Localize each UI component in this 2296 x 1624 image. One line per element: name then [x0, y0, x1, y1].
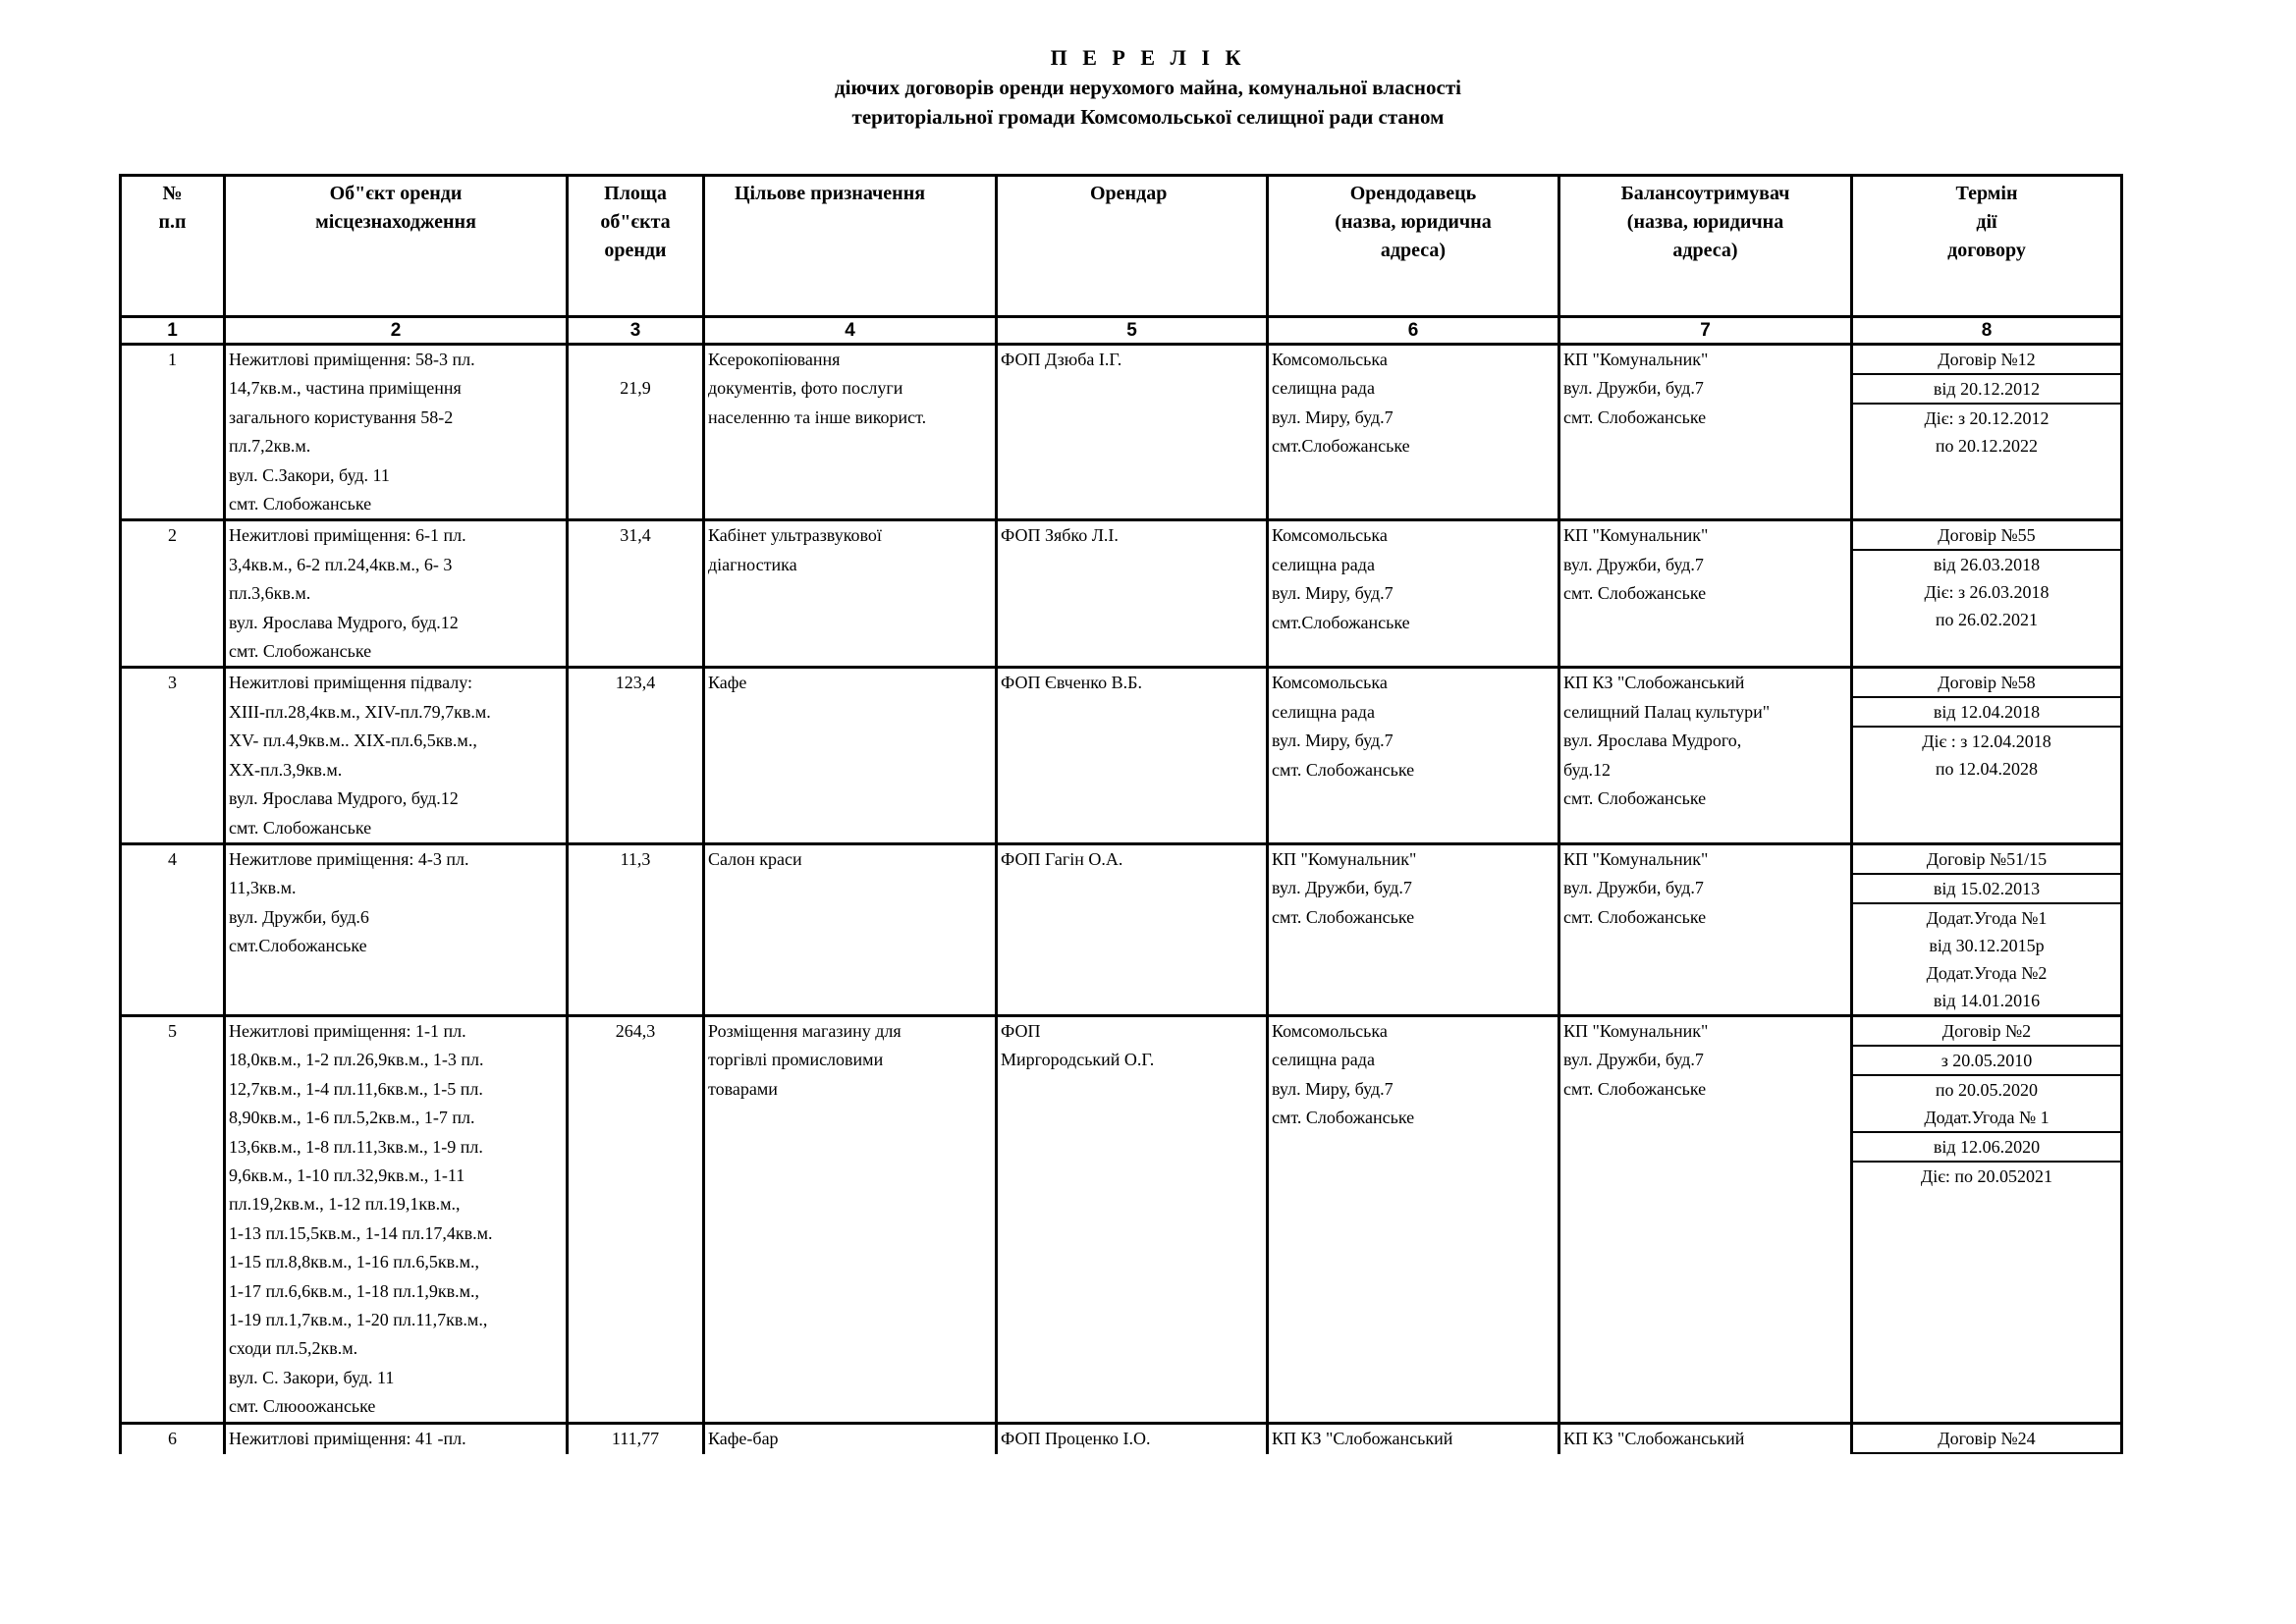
column-number: 3: [568, 317, 704, 345]
object-cell: [225, 1015, 568, 1423]
header-text: адреса): [1380, 240, 1447, 261]
object-cell-line: 1-19 пл.1,7кв.м., 1-20 пл.11,7кв.м.,: [229, 1309, 488, 1329]
object-cell-line: вул. С. Закори, буд. 11: [229, 1367, 395, 1387]
landlord-cell-line: Комсомольська: [1272, 350, 1388, 369]
header-text: адреса): [1672, 240, 1738, 261]
row-number: 2: [121, 520, 225, 668]
document-title: [0, 43, 2296, 132]
landlord-cell-line: смт. Слобожанське: [1272, 759, 1415, 780]
balance-holder-cell-line: смт. Слобожанське: [1563, 788, 1707, 809]
tenant-cell: [997, 520, 1268, 668]
header-text: №: [162, 183, 183, 204]
term-line: по 12.04.2028: [1935, 759, 2039, 780]
object-cell-line: XIII-пл.28,4кв.м., XIV-пл.79,7кв.м.: [229, 701, 491, 722]
object-cell-line: 18,0кв.м., 1-2 пл.26,9кв.м., 1-3 пл.: [229, 1050, 484, 1070]
object-cell-line: смт. Слобожанське: [229, 494, 372, 514]
term-cell: [1852, 345, 2122, 520]
landlord-cell: [1268, 345, 1559, 520]
term-cell: [1852, 1015, 2122, 1423]
column-number: 5: [997, 317, 1268, 345]
column-number: 1: [121, 317, 225, 345]
spacer: [569, 346, 702, 374]
balance-holder-cell-line: КП "Комунальник": [1563, 848, 1709, 869]
term-line: Договір №2: [1853, 1017, 2120, 1047]
row-number: 5: [121, 1015, 225, 1423]
area-cell: [568, 520, 704, 668]
object-cell-line: загального користування 58-2: [229, 406, 454, 427]
tenant-cell: [997, 1423, 1268, 1454]
table-row: [121, 345, 2122, 520]
row-number: 1: [121, 345, 225, 520]
landlord-cell-line: селищна рада: [1272, 1050, 1375, 1070]
term-line: Додат.Угода № 1: [1853, 1104, 2120, 1133]
area-value: 21,9: [620, 378, 651, 399]
column-number: 2: [225, 317, 568, 345]
term-box: [1853, 1017, 2120, 1190]
balance-holder-cell: [1559, 668, 1852, 843]
object-cell-line: Нежитлове приміщення: 4-3 пл.: [229, 848, 469, 869]
balance-holder-cell-line: смт. Слобожанське: [1563, 406, 1707, 427]
term-cell: [1852, 843, 2122, 1015]
column-number-row: [121, 317, 2122, 345]
term-box: [1853, 845, 2120, 1014]
object-cell-line: смт. Слобожанське: [229, 641, 372, 662]
area-value: 123,4: [615, 673, 656, 693]
header-text: об"єкта: [600, 211, 671, 233]
column-number: 8: [1852, 317, 2122, 345]
landlord-cell-line: Комсомольська: [1272, 525, 1388, 546]
header-text: п.п: [158, 211, 187, 233]
row-number: 4: [121, 843, 225, 1015]
object-cell-line: Нежитлові приміщення: 6-1 пл.: [229, 525, 466, 546]
term-line: від 15.02.2013: [1853, 875, 2120, 904]
tenant-cell: [997, 668, 1268, 843]
term-line: від 20.12.2012: [1853, 375, 2120, 405]
term-line: Діє: з 26.03.2018: [1924, 582, 2050, 603]
landlord-cell: [1268, 843, 1559, 1015]
term-line: Договір №58: [1853, 669, 2120, 698]
term-line: від 26.03.2018: [1933, 555, 2041, 575]
object-cell-line: Нежитлові приміщення: 1-1 пл.: [229, 1020, 466, 1041]
landlord-cell-line: Комсомольська: [1272, 673, 1388, 693]
column-number: 6: [1268, 317, 1559, 345]
term-line: Договір №24: [1853, 1425, 2120, 1454]
landlord-cell-line: смт.Слобожанське: [1272, 612, 1410, 632]
landlord-cell-line: КП "Комунальник": [1272, 848, 1417, 869]
area-cell: [568, 345, 704, 520]
purpose-cell-line: документів, фото послуги: [708, 378, 903, 399]
balance-holder-cell-line: КП КЗ "Слобожанський: [1563, 673, 1745, 693]
landlord-cell-line: смт. Слобожанське: [1272, 1108, 1415, 1128]
purpose-cell-line: Салон краси: [708, 848, 802, 869]
area-cell: [568, 1423, 704, 1454]
col-number-header: [121, 176, 225, 317]
table-row: [121, 668, 2122, 843]
balance-holder-cell: [1559, 345, 1852, 520]
purpose-cell: [704, 843, 997, 1015]
object-cell-line: смт. Слюоожанське: [229, 1396, 376, 1417]
area-cell: [568, 1015, 704, 1423]
table-body: [121, 345, 2122, 1454]
header-text: Орендар: [1090, 183, 1168, 204]
term-line: по 20.05.2020: [1935, 1079, 2039, 1100]
landlord-cell: [1268, 1015, 1559, 1423]
object-cell-line: 11,3кв.м.: [229, 878, 297, 898]
term-box: [1853, 669, 2120, 783]
area-value: 31,4: [620, 525, 651, 546]
header-text: місцезнаходження: [315, 211, 476, 233]
balance-holder-cell-line: смт. Слобожанське: [1563, 906, 1707, 927]
column-number: 7: [1559, 317, 1852, 345]
header-text: Цільове призначення: [735, 183, 926, 204]
tenant-cell-line: ФОП Євченко В.Б.: [1001, 673, 1142, 693]
purpose-cell: [704, 1423, 997, 1454]
object-cell-line: вул. Ярослава Мудрого, буд.12: [229, 788, 459, 809]
object-cell: [225, 843, 568, 1015]
object-cell: [225, 668, 568, 843]
col-object-header: [225, 176, 568, 317]
term-line: від 14.01.2016: [1933, 990, 2041, 1010]
col-balance-holder-header: [1559, 176, 1852, 317]
tenant-cell-line: ФОП Дзюба І.Г.: [1001, 350, 1122, 369]
header-text: оренди: [604, 240, 667, 261]
object-cell-line: 13,6кв.м., 1-8 пл.11,3кв.м., 1-9 пл.: [229, 1136, 483, 1157]
balance-holder-cell-line: КП "Комунальник": [1563, 525, 1709, 546]
purpose-cell-line: Розміщення магазину для: [708, 1020, 902, 1041]
balance-holder-cell-line: КП КЗ "Слобожанський: [1563, 1428, 1745, 1448]
landlord-cell-line: вул. Миру, буд.7: [1272, 1078, 1394, 1099]
balance-holder-cell-line: вул. Дружби, буд.7: [1563, 378, 1704, 399]
term-line: Додат.Угода №2: [1926, 962, 2048, 983]
object-cell-line: 3,4кв.м., 6-2 пл.24,4кв.м., 6- 3: [229, 554, 453, 574]
landlord-cell: [1268, 1423, 1559, 1454]
object-cell-line: смт.Слобожанське: [229, 936, 367, 956]
row-number: 6: [121, 1423, 225, 1454]
header-text: Площа: [604, 183, 667, 204]
col-term-header: [1852, 176, 2122, 317]
title-line-1: П Е Р Е Л І К: [1050, 45, 1246, 70]
lease-contracts-table: [119, 174, 2123, 1454]
col-purpose-header: [704, 176, 997, 317]
term-cell: [1852, 1423, 2122, 1454]
term-line: Договір №55: [1853, 521, 2120, 551]
tenant-cell-line: ФОП Гагін О.А.: [1001, 848, 1123, 869]
balance-holder-cell-line: смт. Слобожанське: [1563, 583, 1707, 604]
term-line: Діє : з 12.04.2018: [1922, 731, 2051, 752]
landlord-cell-line: селищна рада: [1272, 554, 1375, 574]
term-line: Додат.Угода №1: [1926, 907, 2048, 928]
purpose-cell-line: товарами: [708, 1078, 778, 1099]
tenant-cell: [997, 345, 1268, 520]
balance-holder-cell-line: вул. Ярослава Мудрого,: [1563, 731, 1742, 751]
object-cell-line: пл.19,2кв.м., 1-12 пл.19,1кв.м.,: [229, 1194, 461, 1215]
landlord-cell-line: вул. Миру, буд.7: [1272, 731, 1394, 751]
landlord-cell: [1268, 668, 1559, 843]
area-cell: [568, 843, 704, 1015]
landlord-cell-line: Комсомольська: [1272, 1020, 1388, 1041]
object-cell-line: 1-15 пл.8,8кв.м., 1-16 пл.6,5кв.м.,: [229, 1252, 479, 1272]
col-area-header: [568, 176, 704, 317]
header-text: дії: [1976, 211, 1997, 233]
purpose-cell: [704, 668, 997, 843]
landlord-cell-line: селищна рада: [1272, 378, 1375, 399]
term-line: Договір №12: [1853, 346, 2120, 375]
object-cell-line: смт. Слобожанське: [229, 817, 372, 838]
object-cell-line: Нежитлові приміщення: 58-3 пл.: [229, 350, 475, 369]
term-box: [1853, 1425, 2120, 1454]
header-text: Об"єкт оренди: [329, 183, 463, 204]
purpose-cell-line: Кафе-бар: [708, 1428, 779, 1448]
title-line-3: територіальної громади Комсомольської селищної ради станом: [851, 105, 1445, 129]
balance-holder-cell-line: КП "Комунальник": [1563, 1020, 1709, 1041]
col-tenant-header: [997, 176, 1268, 317]
balance-holder-cell: [1559, 843, 1852, 1015]
purpose-cell-line: Кабінет ультразвукової: [708, 525, 882, 546]
purpose-cell: [704, 1015, 997, 1423]
landlord-cell-line: вул. Дружби, буд.7: [1272, 878, 1412, 898]
purpose-cell: [704, 520, 997, 668]
object-cell-line: Нежитлові приміщення: 41 -пл.: [229, 1428, 466, 1448]
purpose-cell-line: населенню та інше використ.: [708, 406, 927, 427]
object-cell-line: вул. Дружби, буд.6: [229, 906, 369, 927]
landlord-cell-line: вул. Миру, буд.7: [1272, 583, 1394, 604]
tenant-cell: [997, 843, 1268, 1015]
balance-holder-cell-line: КП "Комунальник": [1563, 350, 1709, 369]
landlord-cell: [1268, 520, 1559, 668]
area-value: 11,3: [620, 848, 651, 869]
balance-holder-cell-line: вул. Дружби, буд.7: [1563, 1050, 1704, 1070]
header-text: Балансоутримувач: [1620, 183, 1790, 204]
area-value: 111,77: [611, 1428, 660, 1448]
balance-holder-cell: [1559, 1015, 1852, 1423]
balance-holder-cell: [1559, 1423, 1852, 1454]
header-text: договору: [1947, 240, 2026, 261]
landlord-cell-line: вул. Миру, буд.7: [1272, 406, 1394, 427]
balance-holder-cell: [1559, 520, 1852, 668]
object-cell-line: 9,6кв.м., 1-10 пл.32,9кв.м., 1-11: [229, 1164, 465, 1185]
area-cell: [568, 668, 704, 843]
landlord-cell-line: селищна рада: [1272, 701, 1375, 722]
term-line: від 30.12.2015р: [1929, 935, 2045, 955]
object-cell-line: XX-пл.3,9кв.м.: [229, 759, 343, 780]
tenant-cell-line: ФОП: [1001, 1020, 1041, 1041]
term-line: від 12.04.2018: [1853, 698, 2120, 728]
object-cell-line: 12,7кв.м., 1-4 пл.11,6кв.м., 1-5 пл.: [229, 1078, 483, 1099]
object-cell-line: пл.3,6кв.м.: [229, 583, 311, 604]
table-row: [121, 1015, 2122, 1423]
tenant-cell-line: ФОП Зябко Л.І.: [1001, 525, 1119, 546]
table-row: [121, 520, 2122, 668]
landlord-cell-line: смт. Слобожанське: [1272, 906, 1415, 927]
balance-holder-cell-line: смт. Слобожанське: [1563, 1078, 1707, 1099]
purpose-cell-line: Кафе: [708, 673, 747, 693]
header-text: (назва, юридична: [1335, 211, 1492, 233]
tenant-cell-line: ФОП Проценко І.О.: [1001, 1428, 1151, 1448]
term-line: Договір №51/15: [1853, 845, 2120, 875]
object-cell-line: вул. Ярослава Мудрого, буд.12: [229, 612, 459, 632]
balance-holder-cell-line: вул. Дружби, буд.7: [1563, 878, 1704, 898]
object-cell-line: XV- пл.4,9кв.м.. XIX-пл.6,5кв.м.,: [229, 731, 477, 751]
header-text: (назва, юридична: [1626, 211, 1784, 233]
table-row: [121, 843, 2122, 1015]
purpose-cell-line: торгівлі промисловими: [708, 1050, 884, 1070]
object-cell: [225, 345, 568, 520]
term-line: від 12.06.2020: [1853, 1133, 2120, 1163]
col-landlord-header: [1268, 176, 1559, 317]
table-row: [121, 1423, 2122, 1454]
term-line: по 20.12.2022: [1935, 436, 2039, 456]
object-cell: [225, 1423, 568, 1454]
term-line: Діє: з 20.12.2012: [1924, 408, 2050, 428]
term-cell: [1852, 668, 2122, 843]
object-cell-line: Нежитлові приміщення підвалу:: [229, 673, 472, 693]
object-cell-line: 1-13 пл.15,5кв.м., 1-14 пл.17,4кв.м.: [229, 1222, 493, 1243]
balance-holder-cell-line: вул. Дружби, буд.7: [1563, 554, 1704, 574]
object-cell-line: 14,7кв.м., частина приміщення: [229, 378, 462, 399]
purpose-cell: [704, 345, 997, 520]
row-number: 3: [121, 668, 225, 843]
column-number: 4: [704, 317, 997, 345]
term-line: Діє: по 20.052021: [1920, 1165, 2053, 1186]
header-text: Термін: [1955, 183, 2018, 204]
purpose-cell-line: Ксерокопіювання: [708, 350, 841, 369]
balance-holder-cell-line: селищний Палац культури": [1563, 701, 1771, 722]
term-cell: [1852, 520, 2122, 668]
term-box: [1853, 346, 2120, 460]
tenant-cell: [997, 1015, 1268, 1423]
purpose-cell-line: діагностика: [708, 554, 797, 574]
area-value: 264,3: [615, 1020, 656, 1041]
header-row: [121, 176, 2122, 317]
object-cell-line: 1-17 пл.6,6кв.м., 1-18 пл.1,9кв.м.,: [229, 1280, 479, 1301]
landlord-cell-line: КП КЗ "Слобожанський: [1272, 1428, 1453, 1448]
header-text: Орендодавець: [1349, 183, 1477, 204]
object-cell-line: 8,90кв.м., 1-6 пл.5,2кв.м., 1-7 пл.: [229, 1108, 475, 1128]
title-line-2: діючих договорів оренди нерухомого майна, комунальної власності: [835, 76, 1461, 99]
term-box: [1853, 521, 2120, 633]
object-cell-line: сходи пл.5,2кв.м.: [229, 1338, 358, 1359]
term-line: з 20.05.2010: [1853, 1047, 2120, 1076]
object-cell: [225, 520, 568, 668]
term-line: по 26.02.2021: [1935, 610, 2039, 630]
object-cell-line: пл.7,2кв.м.: [229, 436, 311, 457]
object-cell-line: вул. С.Закори, буд. 11: [229, 464, 390, 485]
tenant-cell-line: Миргородський О.Г.: [1001, 1050, 1155, 1070]
landlord-cell-line: смт.Слобожанське: [1272, 436, 1410, 457]
balance-holder-cell-line: буд.12: [1563, 759, 1611, 780]
